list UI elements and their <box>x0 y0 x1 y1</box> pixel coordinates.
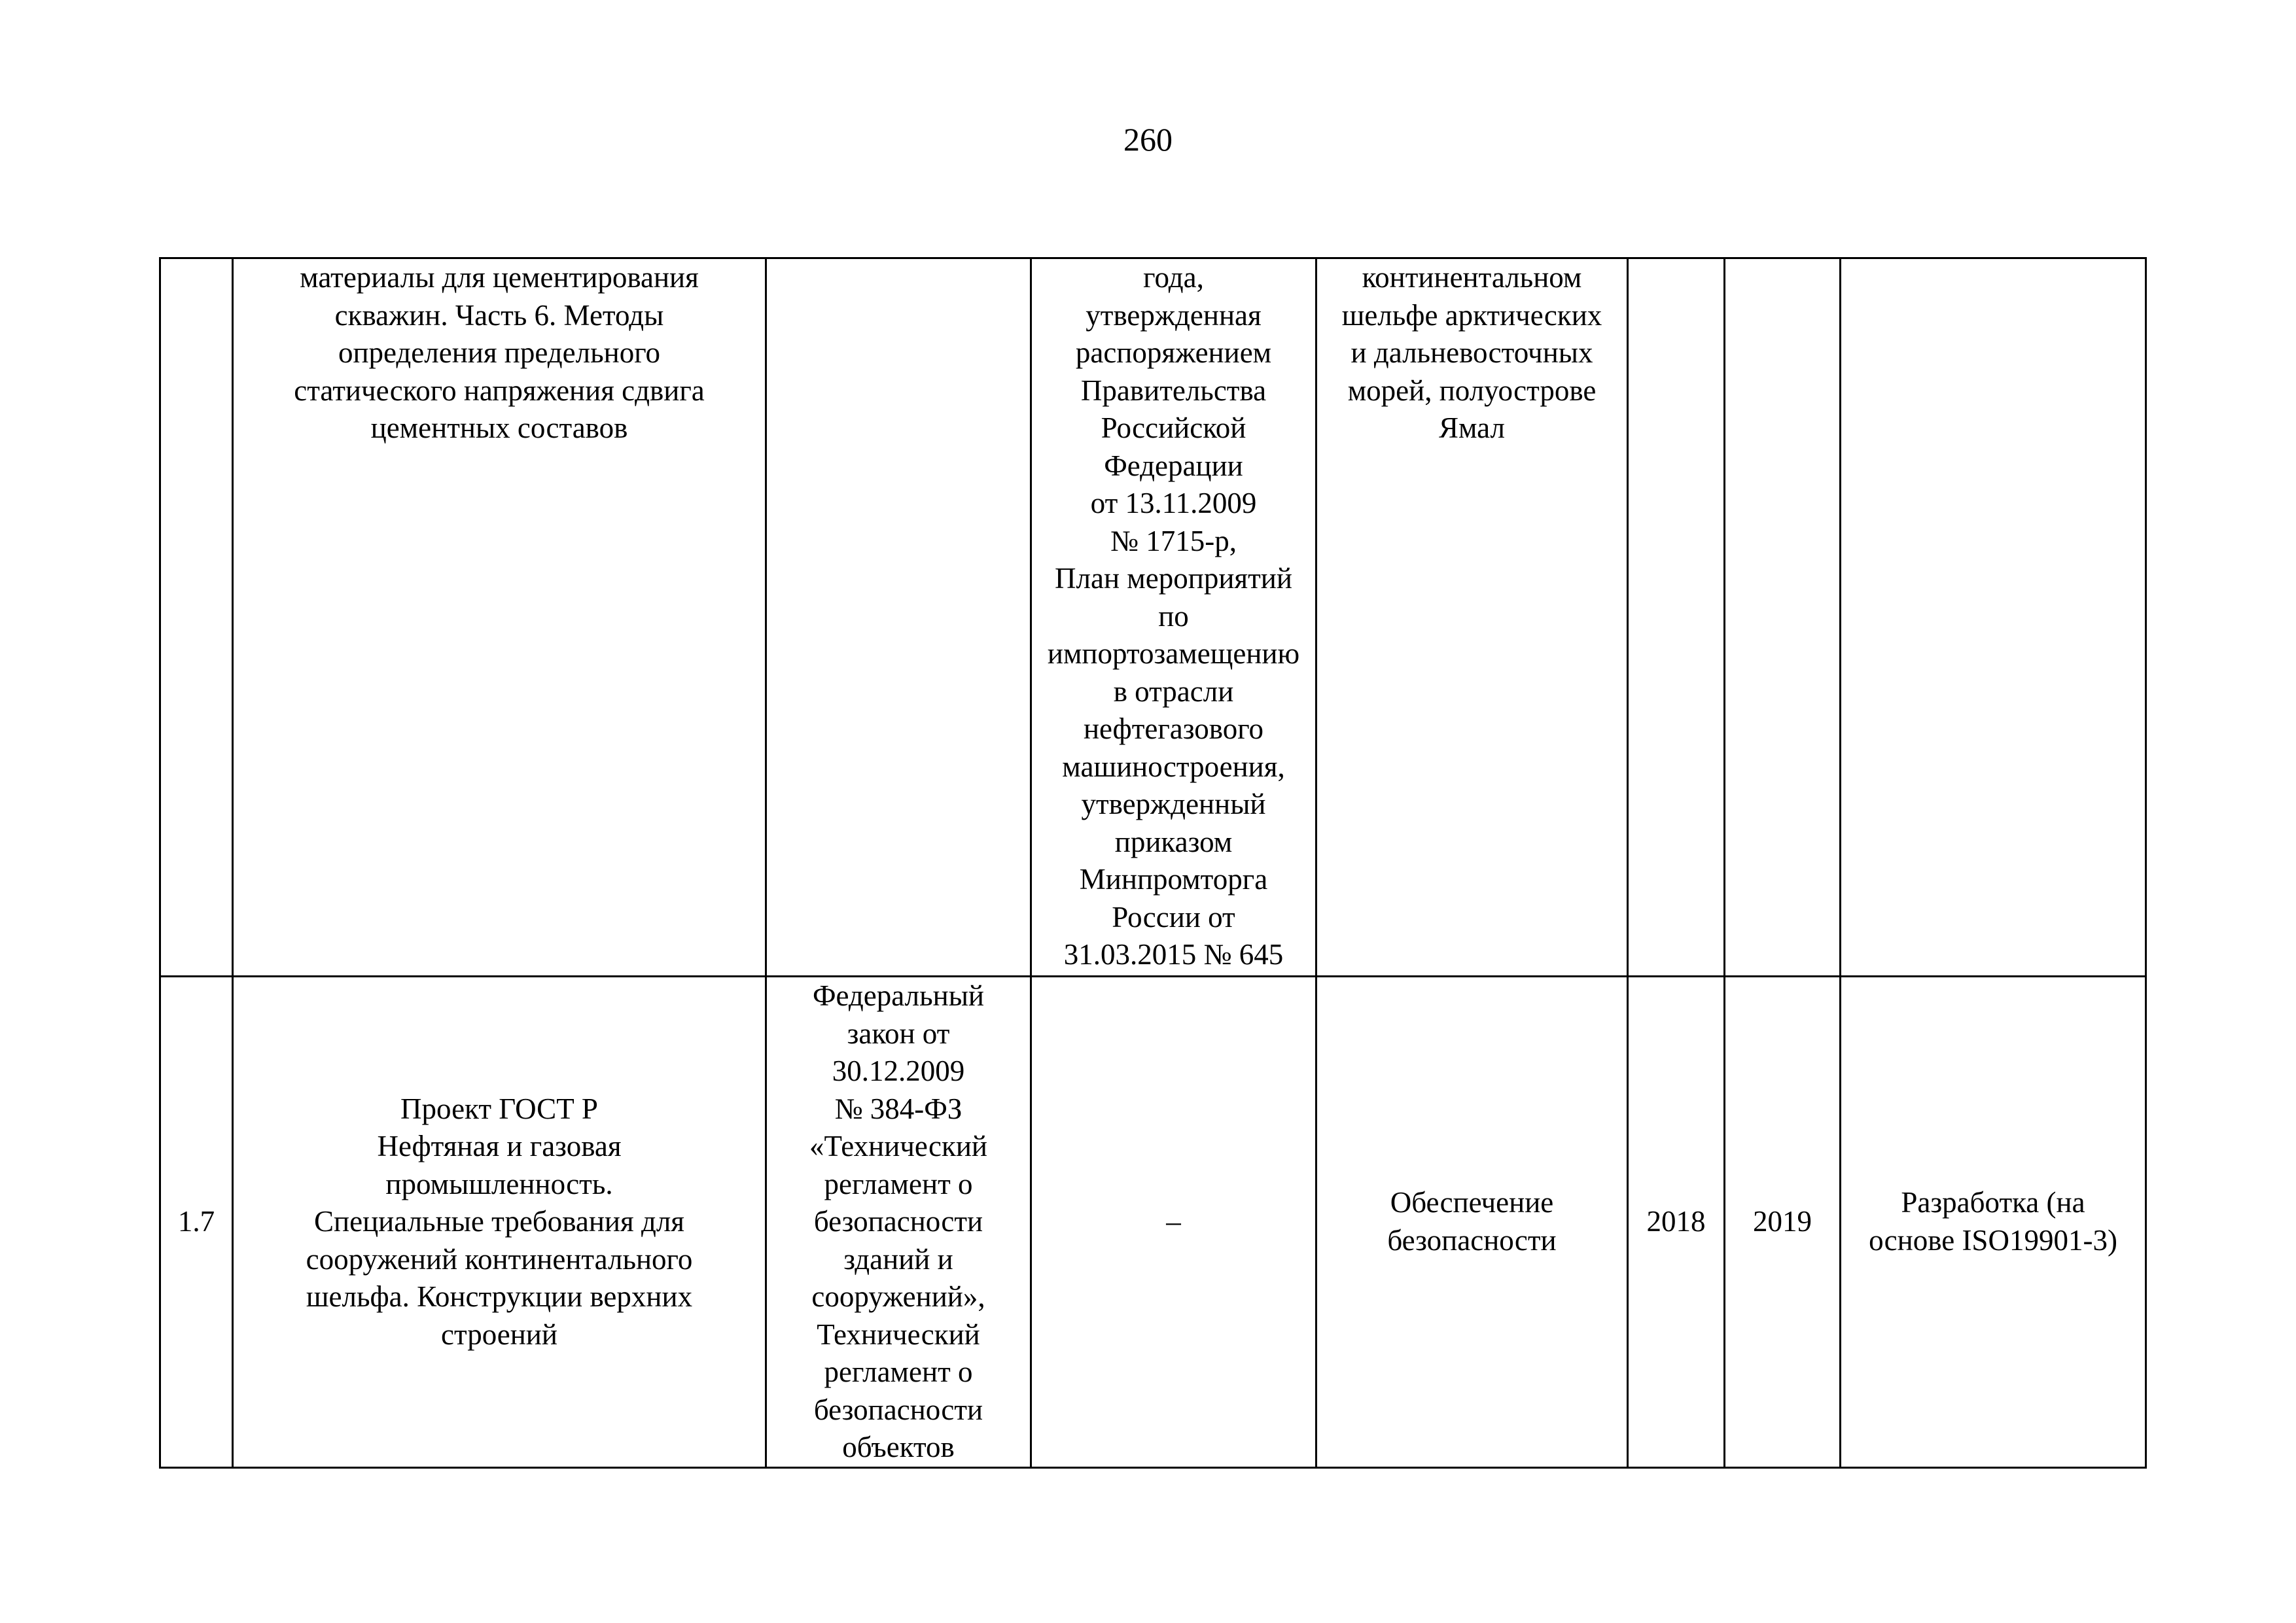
row-number-cell: 1.7 <box>160 977 233 1468</box>
purpose-cell: континентальном шельфе арктических и дальневосточных морей, полуострове Ямал <box>1316 258 1628 977</box>
row-number-cell <box>160 258 233 977</box>
standard-name-cell: Проект ГОСТ Р Нефтяная и газовая промышленность. Специальные требования для сооружений континентального шельфа. Конструкции верхних строений <box>233 977 766 1468</box>
note-cell <box>1841 258 2146 977</box>
standard-name-cell: материалы для цементирования скважин. Часть 6. Методы определения предельного статического напряжения сдвига цементных составов <box>233 258 766 977</box>
page-number: 260 <box>1123 121 1173 158</box>
standards-table <box>159 257 2147 1469</box>
end-year-cell <box>1725 258 1841 977</box>
table-row <box>160 977 2146 1468</box>
end-year-cell: 2019 <box>1725 977 1841 1468</box>
start-year-cell: 2018 <box>1628 977 1725 1468</box>
program-cell: – <box>1031 977 1316 1468</box>
start-year-cell <box>1628 258 1725 977</box>
legal-basis-cell: Федеральный закон от 30.12.2009 № 384-ФЗ «Технический регламент о безопасности зданий и сооружений», Технический регламент о безопасности объектов <box>766 977 1031 1468</box>
program-cell: года, утвержденная распоряжением Правительства Российской Федерации от 13.11.2009 № 1715-р, План мероприятий по импортозамещению в отрасли нефтегазового машиностроения, утвержденный приказом Минпромторга России от 31.03.2015 № 645 <box>1031 258 1316 977</box>
legal-basis-cell <box>766 258 1031 977</box>
note-cell: Разработка (на основе ISO19901-3) <box>1841 977 2146 1468</box>
table-row <box>160 258 2146 977</box>
purpose-cell: Обеспечение безопасности <box>1316 977 1628 1468</box>
